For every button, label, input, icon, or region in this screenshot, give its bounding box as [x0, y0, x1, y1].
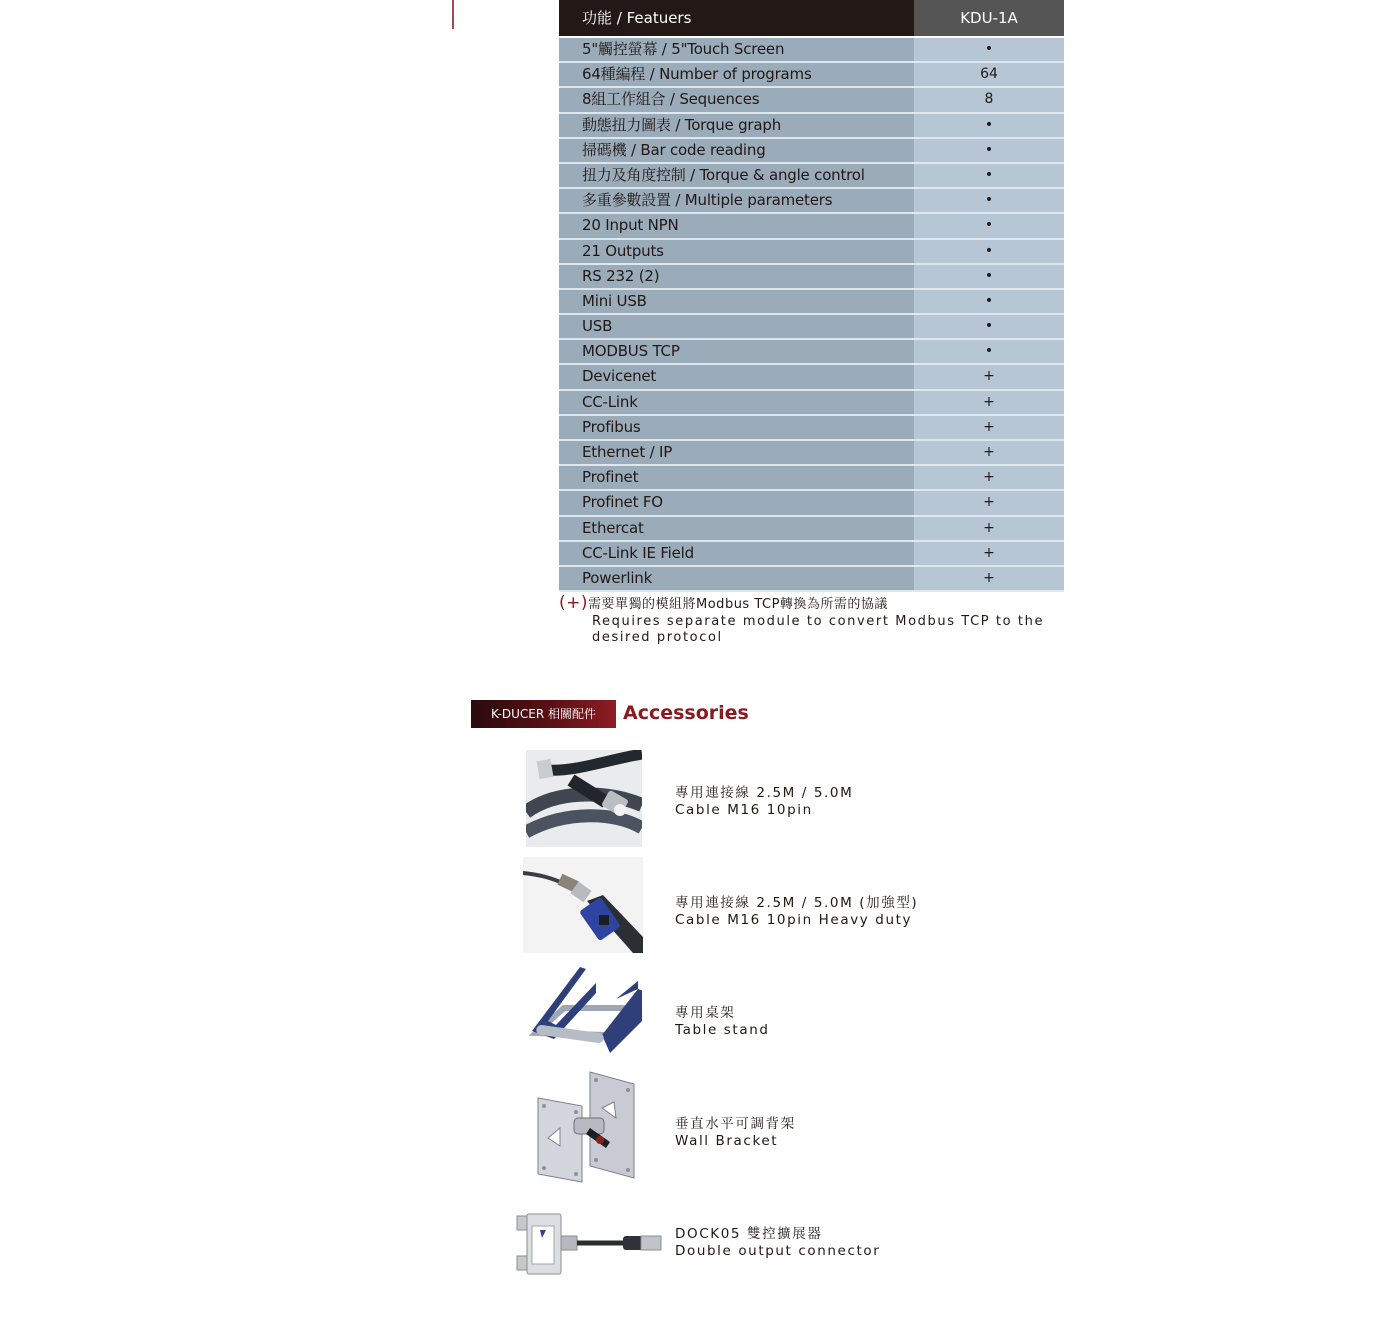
feature-cell: RS 232 (2) [559, 265, 914, 288]
accessory-en: Double output connector [675, 1243, 881, 1259]
table-row [559, 567, 1064, 592]
feature-cell: 動態扭力圖表 / Torque graph [559, 114, 914, 137]
accessory-item [520, 1210, 1060, 1286]
accessory-en: Cable M16 10pin Heavy duty [675, 912, 913, 928]
accessory-text [675, 1005, 770, 1039]
feature-cell: Profibus [559, 416, 914, 439]
value-cell: + [914, 466, 1064, 489]
feature-cell: Profinet [559, 466, 914, 489]
table-row [559, 214, 1064, 239]
footnote [559, 594, 1079, 646]
footnote-zh: 需要單獨的模組將Modbus TCP轉換為所需的協議 [588, 597, 888, 612]
feature-cell: Devicenet [559, 365, 914, 388]
accessory-item [520, 1068, 1060, 1188]
value-cell: • [914, 290, 1064, 313]
accessory-item [520, 963, 1060, 1061]
value-cell: + [914, 416, 1064, 439]
value-cell: + [914, 517, 1064, 540]
feature-cell: 5"觸控螢幕 / 5"Touch Screen [559, 38, 914, 61]
accessory-zh: 垂直水平可調背架 [675, 1116, 796, 1132]
header-model: KDU-1A [914, 0, 1064, 36]
feature-cell: 多重參數設置 / Multiple parameters [559, 189, 914, 212]
table-row [559, 139, 1064, 164]
feature-cell: USB [559, 315, 914, 338]
table-row [559, 441, 1064, 466]
feature-cell: Powerlink [559, 567, 914, 590]
feature-cell: 64種編程 / Number of programs [559, 63, 914, 86]
feature-cell: 8組工作組合 / Sequences [559, 88, 914, 111]
accessories-tag: K-DUCER 相關配件 [471, 700, 616, 728]
table-row [559, 416, 1064, 441]
accessories-title: Accessories [623, 702, 749, 724]
accessory-text [675, 1226, 880, 1260]
value-cell: 64 [914, 63, 1064, 86]
table-row [559, 290, 1064, 315]
table-row [559, 391, 1064, 416]
value-cell: + [914, 491, 1064, 514]
wall-bracket-icon [530, 1068, 646, 1188]
feature-cell: 21 Outputs [559, 240, 914, 263]
feature-cell: 掃碼機 / Bar code reading [559, 139, 914, 162]
table-row [559, 466, 1064, 491]
feature-cell: Ethernet / IP [559, 441, 914, 464]
table-row [559, 491, 1064, 516]
value-cell: • [914, 38, 1064, 61]
footnote-en-2: desired protocol [592, 630, 723, 645]
cable-icon [526, 750, 642, 847]
value-cell: 8 [914, 88, 1064, 111]
accessory-text [675, 785, 853, 819]
table-row [559, 340, 1064, 365]
feature-cell: 扭力及角度控制 / Torque & angle control [559, 164, 914, 187]
accessory-text [675, 1116, 796, 1150]
accessory-en: Table stand [675, 1022, 770, 1038]
decorative-red-line [452, 0, 454, 29]
heavy-duty-cable-icon [523, 857, 643, 953]
value-cell: • [914, 139, 1064, 162]
value-cell: • [914, 164, 1064, 187]
accessory-en: Wall Bracket [675, 1133, 779, 1149]
feature-table [559, 0, 1064, 592]
table-row [559, 189, 1064, 214]
value-cell: • [914, 214, 1064, 237]
table-row [559, 240, 1064, 265]
value-cell: + [914, 542, 1064, 565]
footnote-mark: (+) [559, 593, 589, 613]
accessory-zh: 專用桌架 [675, 1005, 736, 1021]
value-cell: • [914, 265, 1064, 288]
value-cell: • [914, 340, 1064, 363]
value-cell: • [914, 189, 1064, 212]
feature-cell: Mini USB [559, 290, 914, 313]
accessory-text [675, 895, 918, 929]
table-body [559, 38, 1064, 592]
value-cell: + [914, 441, 1064, 464]
accessory-zh: 專用連接線 2.5M / 5.0M (加強型) [675, 895, 919, 911]
value-cell: + [914, 365, 1064, 388]
feature-cell: 20 Input NPN [559, 214, 914, 237]
table-row [559, 315, 1064, 340]
feature-cell: CC-Link [559, 391, 914, 414]
table-row [559, 63, 1064, 88]
accessory-zh: 專用連接線 2.5M / 5.0M [675, 785, 854, 801]
feature-cell: Ethercat [559, 517, 914, 540]
value-cell: • [914, 240, 1064, 263]
accessory-zh: DOCK05 雙控擴展器 [675, 1226, 823, 1242]
footnote-en-1: Requires separate module to convert Modbus TCP to the [592, 614, 1045, 629]
feature-cell: Profinet FO [559, 491, 914, 514]
table-row [559, 542, 1064, 567]
table-row [559, 164, 1064, 189]
feature-cell: MODBUS TCP [559, 340, 914, 363]
footnote-zh-line [559, 594, 1079, 614]
table-row [559, 265, 1064, 290]
dock-connector-icon [515, 1210, 665, 1280]
table-header [559, 0, 1064, 36]
value-cell: + [914, 567, 1064, 590]
value-cell: • [914, 315, 1064, 338]
value-cell: • [914, 114, 1064, 137]
header-feature: 功能 / Featuers [559, 0, 914, 36]
table-row [559, 88, 1064, 113]
table-stand-icon [526, 963, 642, 1057]
table-row [559, 114, 1064, 139]
table-row [559, 38, 1064, 63]
table-row [559, 517, 1064, 542]
table-row [559, 365, 1064, 390]
accessory-en: Cable M16 10pin [675, 802, 813, 818]
accessory-item [520, 750, 1060, 848]
feature-cell: CC-Link IE Field [559, 542, 914, 565]
value-cell: + [914, 391, 1064, 414]
accessory-item [520, 857, 1060, 955]
